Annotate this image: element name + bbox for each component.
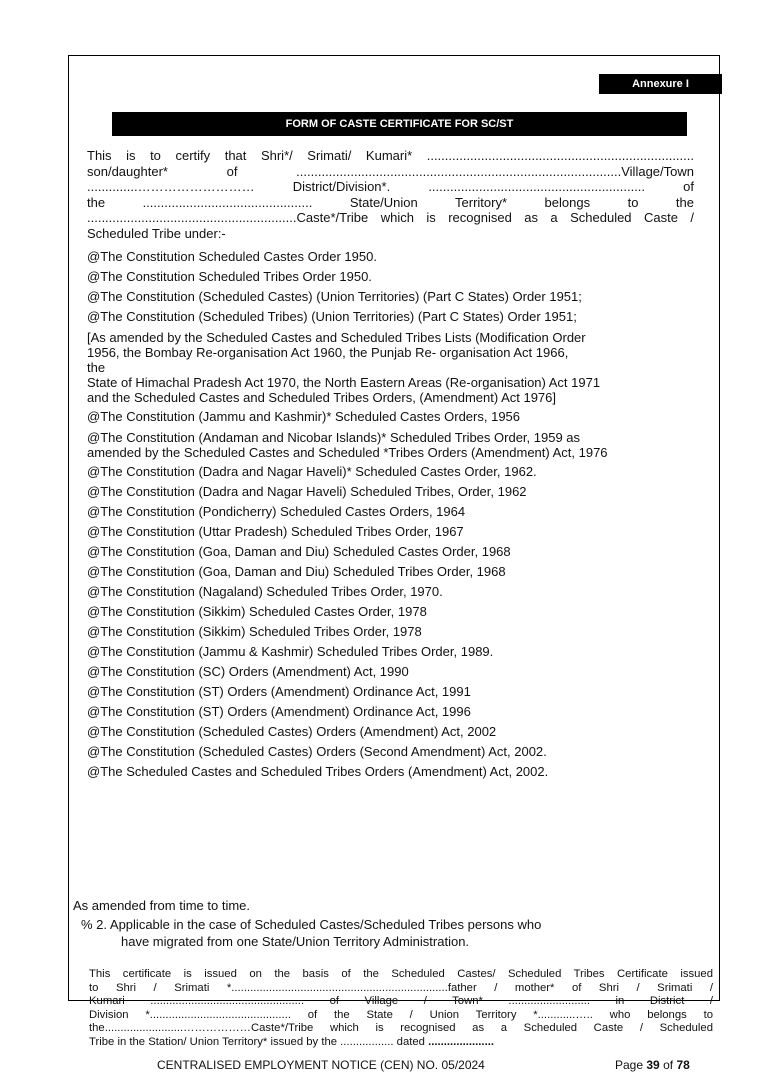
intro-line: the ............................................... State/Union Territory* belongs to the [87, 194, 694, 210]
order-item: @The Constitution (Scheduled Castes) Orders (Amendment) Act, 2002 [87, 724, 497, 739]
amendment-note [87, 330, 694, 405]
issued-line: the.........................………………Caste*/Tribe which is recognised as a Scheduled Caste / Scheduled [89, 1022, 713, 1034]
order-item: @The Constitution (Scheduled Castes) (Union Territories) (Part C States) Order 1951; [87, 289, 582, 304]
issued-line-text: Tribe in the Station/ Union Territory* issued by the ................. dated [89, 1035, 429, 1048]
as-amended-text: As amended from time to time. [73, 898, 251, 913]
amendment-line: State of Himachal Pradesh Act 1970, the North Eastern Areas (Re-organisation) Act 1971 [87, 375, 601, 390]
order-item: @The Constitution (Jammu and Kashmir)* Scheduled Castes Orders, 1956 [87, 409, 521, 424]
amendment-line: 1956, the Bombay Re-organisation Act 1960, the Punjab Re- organisation Act 1966, [87, 345, 569, 360]
order-item: @The Constitution (ST) Orders (Amendment) Ordinance Act, 1996 [87, 704, 471, 719]
order-item: @The Constitution (Goa, Daman and Diu) Scheduled Castes Order, 1968 [87, 544, 511, 559]
issued-line: Division *............................................. of the State / Union Territory *............….. who belongs to [89, 1008, 713, 1021]
certificate-body [73, 148, 713, 1072]
intro-line: ..............……………………… District/Division*. ............................................................ of [87, 179, 694, 194]
order-item: @The Constitution (Sikkim) Scheduled Tribes Order, 1978 [87, 624, 422, 639]
page-total: 78 [676, 1058, 690, 1072]
annexure-label: Annexure I [599, 74, 722, 94]
page-indicator [615, 1058, 690, 1074]
order-item: @The Constitution Scheduled Castes Order 1950. [87, 249, 377, 264]
certification-paragraph [87, 148, 694, 241]
order-item: @The Scheduled Castes and Scheduled Tribes Orders (Amendment) Act, 2002. [87, 764, 549, 779]
order-item: @The Constitution (Scheduled Tribes) (Union Territories) (Part C States) Order 1951; [87, 309, 577, 324]
page-number: 39 [646, 1058, 660, 1072]
page-frame [68, 55, 720, 1072]
order-item: @The Constitution (Dadra and Nagar Haveli) Scheduled Tribes, Order, 1962 [87, 484, 527, 499]
order-item-andaman [87, 430, 694, 460]
issued-line [89, 1036, 713, 1050]
order-item: @The Constitution (Goa, Daman and Diu) Scheduled Tribes Order, 1968 [87, 564, 506, 579]
order-item: @The Constitution (Dadra and Nagar Haveli)* Scheduled Castes Order, 1962. [87, 464, 537, 479]
order-line: @The Constitution (Andaman and Nicobar Islands)* Scheduled Tribes Order, 1959 as [87, 430, 581, 445]
migration-note [81, 916, 681, 950]
intro-line: ..........................................................Caste*/Tribe which is recognised as a Scheduled Caste / [87, 210, 694, 225]
of-word: of [663, 1058, 674, 1072]
note-line: have migrated from one State/Union Territory Administration. [121, 934, 470, 949]
orders-list [87, 247, 694, 782]
form-title: FORM OF CASTE CERTIFICATE FOR SC/ST [112, 112, 687, 136]
order-item: @The Constitution (Nagaland) Scheduled Tribes Order, 1970. [87, 584, 443, 599]
issued-line: to Shri / Srimati *.....................................................................father / mother* of Shri / Srimati / [89, 981, 713, 994]
page-word: Page [615, 1058, 644, 1072]
issued-basis-paragraph [89, 968, 713, 1049]
amendment-line: the [87, 360, 106, 375]
order-item: @The Constitution (SC) Orders (Amendment) Act, 1990 [87, 664, 409, 679]
notice-number: CENTRALISED EMPLOYMENT NOTICE (CEN) NO. 05/2024 [157, 1058, 485, 1072]
order-item: @The Constitution (Scheduled Castes) Orders (Second Amendment) Act, 2002. [87, 744, 547, 759]
note-line: % 2. Applicable in the case of Scheduled Castes/Scheduled Tribes persons who [81, 917, 542, 932]
amendment-line: [As amended by the Scheduled Castes and Scheduled Tribes Lists (Modification Order [87, 330, 586, 345]
intro-line: Scheduled Tribe under:- [87, 225, 226, 241]
order-line: amended by the Scheduled Castes and Scheduled *Tribes Orders (Amendment) Act, 1976 [87, 445, 608, 460]
intro-line: This is to certify that Shri*/ Srimati/ Kumari* .......................................................................... [87, 148, 694, 163]
issued-dated-dots: ..................... [428, 1035, 494, 1048]
amendment-line: and the Scheduled Castes and Scheduled Tribes Orders, (Amendment) Act 1976] [87, 390, 556, 405]
order-item: @The Constitution (Pondicherry) Scheduled Castes Orders, 1964 [87, 504, 466, 519]
intro-line: son/daughter* of ..........................................................................................Village/Town [87, 163, 694, 179]
order-item: @The Constitution (Uttar Pradesh) Scheduled Tribes Order, 1967 [87, 524, 464, 539]
issued-line: Kumari ................................................. of Village / Town* .......................... in District / [89, 995, 713, 1007]
order-item: @The Constitution (Jammu & Kashmir) Scheduled Tribes Order, 1989. [87, 644, 494, 659]
order-item: @The Constitution (ST) Orders (Amendment) Ordinance Act, 1991 [87, 684, 471, 699]
issued-line: This certificate is issued on the basis of the Scheduled Castes/ Scheduled Tribes Certificate issued [89, 968, 713, 980]
order-item: @The Constitution Scheduled Tribes Order 1950. [87, 269, 372, 284]
order-item: @The Constitution (Sikkim) Scheduled Castes Order, 1978 [87, 604, 427, 619]
page-footer [157, 1058, 717, 1074]
